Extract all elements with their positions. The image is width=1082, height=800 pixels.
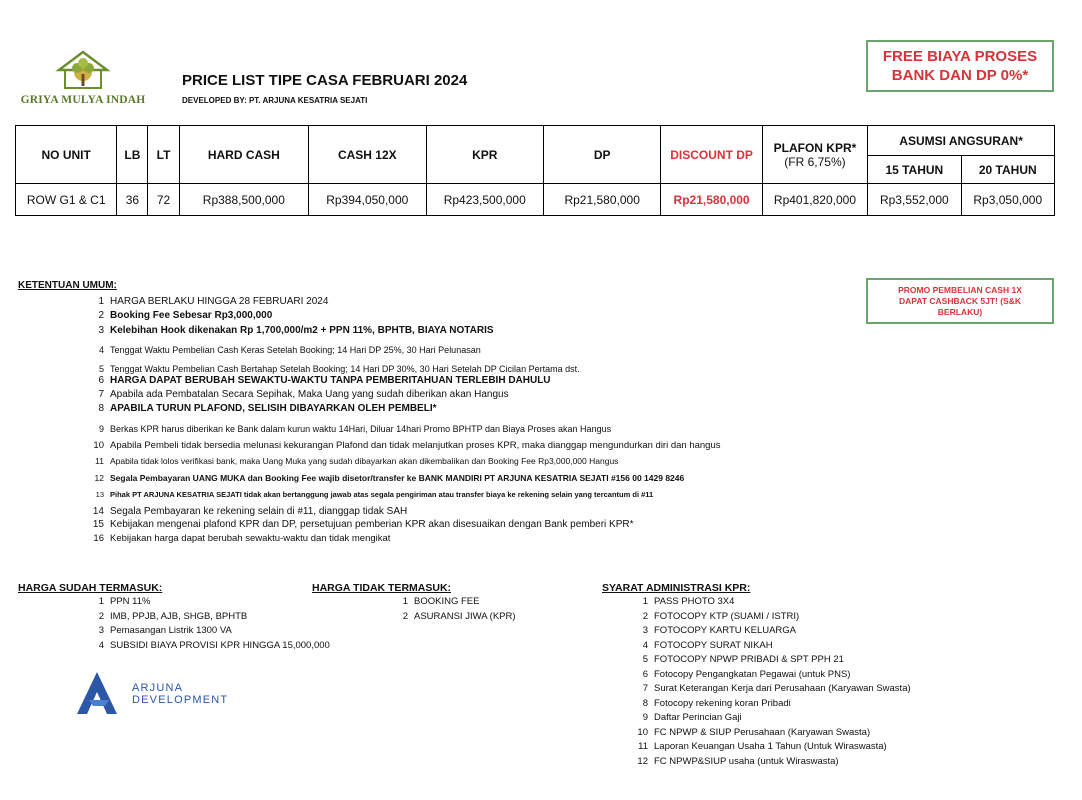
table-row bbox=[16, 184, 1055, 216]
ketentuan-list bbox=[88, 296, 848, 547]
header-20-tahun: 20 TAHUN bbox=[961, 156, 1054, 184]
list-item: 7 Apabila ada Pembatalan Secara Sepihak, Maka Uang yang sudah diberikan akan Hangus bbox=[98, 389, 509, 401]
developer-label: DEVELOPED BY: PT. ARJUNA KESATRIA SEJATI bbox=[182, 96, 368, 105]
header-no-unit: NO UNIT bbox=[16, 126, 117, 184]
list-item: 14 Segala Pembayaran ke rekening selain di #11, dianggap tidak SAH bbox=[92, 505, 408, 517]
arjuna-development-logo bbox=[75, 670, 229, 721]
harga-termasuk-title: HARGA SUDAH TERMASUK: bbox=[18, 582, 163, 594]
syarat-kpr-title: SYARAT ADMINISTRASI KPR: bbox=[602, 582, 751, 594]
ketentuan-title: KETENTUAN UMUM: bbox=[18, 280, 117, 291]
cell-20-tahun: Rp3,050,000 bbox=[961, 184, 1054, 216]
list-item: 1 HARGA BERLAKU HINGGA 28 FEBRUARI 2024 bbox=[98, 296, 329, 307]
list-item: 4 Tenggat Waktu Pembelian Cash Keras Setelah Booking; 14 Hari DP 25%, 30 Hari Pelunasan bbox=[98, 344, 481, 355]
header-plafon-line-1: PLAFON KPR* bbox=[773, 140, 857, 155]
list-item: 6 HARGA DAPAT BERUBAH SEWAKTU-WAKTU TANPA PEMBERITAHUAN TERLEBIH DAHULU bbox=[98, 374, 551, 386]
list-item: 2 IMB, PPJB, AJB, SHGB, BPHTB bbox=[98, 610, 248, 622]
price-table bbox=[15, 125, 1055, 216]
cashback-line-1: PROMO PEMBELIAN CASH 1X bbox=[898, 285, 1022, 295]
brand-name: GRIYA MULYA INDAH bbox=[20, 94, 146, 106]
header-kpr: KPR bbox=[426, 126, 543, 184]
header-asumsi-angsuran: ASUMSI ANGSURAN* bbox=[868, 126, 1055, 156]
list-item: 1 PASS PHOTO 3X4 bbox=[642, 596, 735, 607]
arjuna-line-2: DEVELOPMENT bbox=[132, 694, 229, 706]
header-dp: DP bbox=[543, 126, 660, 184]
promo-line-1: FREE BIAYA PROSES bbox=[882, 48, 1038, 65]
list-item: 3 Kelebihan Hook dikenakan Rp 1,700,000/m2 + PPN 11%, BPHTB, BIAYA NOTARIS bbox=[98, 324, 494, 336]
list-item: 11 Laporan Keuangan Usaha 1 Tahun (Untuk Wiraswasta) bbox=[638, 741, 887, 752]
header-plafon-line-2: (FR 6,75%) bbox=[784, 154, 846, 169]
header-plafon-kpr bbox=[762, 126, 867, 184]
list-item: 6 Fotocopy Pengangkatan Pegawai (untuk PNS) bbox=[642, 668, 851, 680]
list-item: 8 Fotocopy rekening koran Pribadi bbox=[642, 697, 791, 709]
harga-tidak-termasuk-section bbox=[312, 582, 516, 625]
cashback-line-3: BERLAKU) bbox=[937, 307, 983, 317]
cell-kpr: Rp423,500,000 bbox=[426, 184, 543, 216]
griya-mulya-indah-logo bbox=[18, 50, 148, 106]
header-lt: LT bbox=[148, 126, 179, 184]
list-item: 13 Pihak PT ARJUNA KESATRIA SEJATI tidak akan bertanggung jawab atas segala pengiriman atau transfer biaya ke rekening selain yang tercantum di #11 bbox=[95, 489, 654, 499]
cashback-line-2: DAPAT CASHBACK 5JT! (S&K bbox=[899, 296, 1021, 306]
list-item: 8 APABILA TURUN PLAFOND, SELISIH DIBAYARKAN OLEH PEMBELI* bbox=[98, 403, 437, 415]
header-15-tahun: 15 TAHUN bbox=[868, 156, 961, 184]
promo-free-biaya-box bbox=[866, 40, 1054, 92]
list-item: 4 FOTOCOPY SURAT NIKAH bbox=[642, 639, 773, 651]
list-item: 1 BOOKING FEE bbox=[402, 596, 480, 607]
cell-discount-dp: Rp21,580,000 bbox=[661, 184, 762, 216]
list-item: 7 Surat Keterangan Kerja dari Perusahaan (Karyawan Swasta) bbox=[642, 683, 911, 694]
list-item: 4 SUBSIDI BIAYA PROVISI KPR HINGGA 15,000,000 bbox=[98, 639, 330, 651]
cell-lb: 36 bbox=[117, 184, 148, 216]
list-item: 10 FC NPWP & SIUP Perusahaan (Karyawan Swasta) bbox=[637, 726, 871, 738]
promo-cashback-box bbox=[866, 278, 1054, 324]
house-tree-icon bbox=[55, 50, 111, 92]
list-item: 11 Apabila tidak lolos verifikasi bank, maka Uang Muka yang sudah dibayarkan akan dikembalikan dan Booking Fee Rp3,000,000 Hangus bbox=[95, 455, 619, 466]
list-item: 9 Daftar Perincian Gaji bbox=[642, 712, 742, 723]
cell-no-unit: ROW G1 & C1 bbox=[16, 184, 117, 216]
list-item: 2 FOTOCOPY KTP (SUAMI / ISTRI) bbox=[642, 610, 800, 622]
header-discount-dp: DISCOUNT DP bbox=[661, 126, 762, 184]
cell-hard-cash: Rp388,500,000 bbox=[179, 184, 308, 216]
list-item: 12 FC NPWP&SIUP usaha (untuk Wiraswasta) bbox=[637, 755, 839, 767]
list-item: 3 Pemasangan Listrik 1300 VA bbox=[98, 625, 232, 636]
harga-termasuk-section bbox=[18, 582, 330, 654]
header-cash-12x: CASH 12X bbox=[309, 126, 426, 184]
list-item: 15 Kebijakan mengenai plafond KPR dan DP, persetujuan pemberian KPR akan disesuaikan dengan Bank pemberi KPR* bbox=[92, 518, 634, 530]
list-item: 2 Booking Fee Sebesar Rp3,000,000 bbox=[98, 310, 273, 322]
promo-line-2: BANK DAN DP 0%* bbox=[891, 67, 1029, 84]
list-item: 10 Apabila Pembeli tidak bersedia melunasi kekurangan Plafond dan tidak melanjutkan proses KPR, maka dianggap mengundurkan diri dan hangus bbox=[93, 439, 721, 451]
list-item: 9 Berkas KPR harus diberikan ke Bank dalam kurun waktu 14Hari, Diluar 14hari Promo BPHTP dan Biaya Proses akan Hangus bbox=[98, 423, 612, 434]
harga-tidak-termasuk-title: HARGA TIDAK TERMASUK: bbox=[312, 582, 452, 594]
header-hard-cash: HARD CASH bbox=[179, 126, 308, 184]
list-item: 2 ASURANSI JIWA (KPR) bbox=[402, 610, 516, 622]
header-lb: LB bbox=[117, 126, 148, 184]
list-item: 1 PPN 11% bbox=[98, 596, 151, 607]
list-item: 3 FOTOCOPY KARTU KELUARGA bbox=[642, 625, 797, 636]
list-item: 5 Tenggat Waktu Pembelian Cash Bertahap Setelah Booking; 14 Hari DP 30%, 30 Hari Setelah DP Cicilan Pertama dst. bbox=[98, 363, 580, 374]
arjuna-triangle-icon bbox=[75, 670, 119, 716]
syarat-kpr-section bbox=[602, 582, 911, 770]
cell-plafon: Rp401,820,000 bbox=[762, 184, 867, 216]
arjuna-line-1: ARJUNA bbox=[132, 682, 184, 694]
cell-15-tahun: Rp3,552,000 bbox=[868, 184, 961, 216]
list-item: 5 FOTOCOPY NPWP PRIBADI & SPT PPH 21 bbox=[642, 654, 844, 665]
cell-dp: Rp21,580,000 bbox=[543, 184, 660, 216]
page-title: PRICE LIST TIPE CASA FEBRUARI 2024 bbox=[182, 72, 468, 89]
cell-cash-12x: Rp394,050,000 bbox=[309, 184, 426, 216]
list-item: 12 Segala Pembayaran UANG MUKA dan Booking Fee wajib disetor/transfer ke BANK MANDIRI PT ARJUNA KESATRIA SEJATI #156 00 1429 8246 bbox=[94, 472, 685, 483]
cell-lt: 72 bbox=[148, 184, 179, 216]
list-item: 16 Kebijakan harga dapat berubah sewaktu-waktu dan tidak mengikat bbox=[93, 533, 391, 545]
